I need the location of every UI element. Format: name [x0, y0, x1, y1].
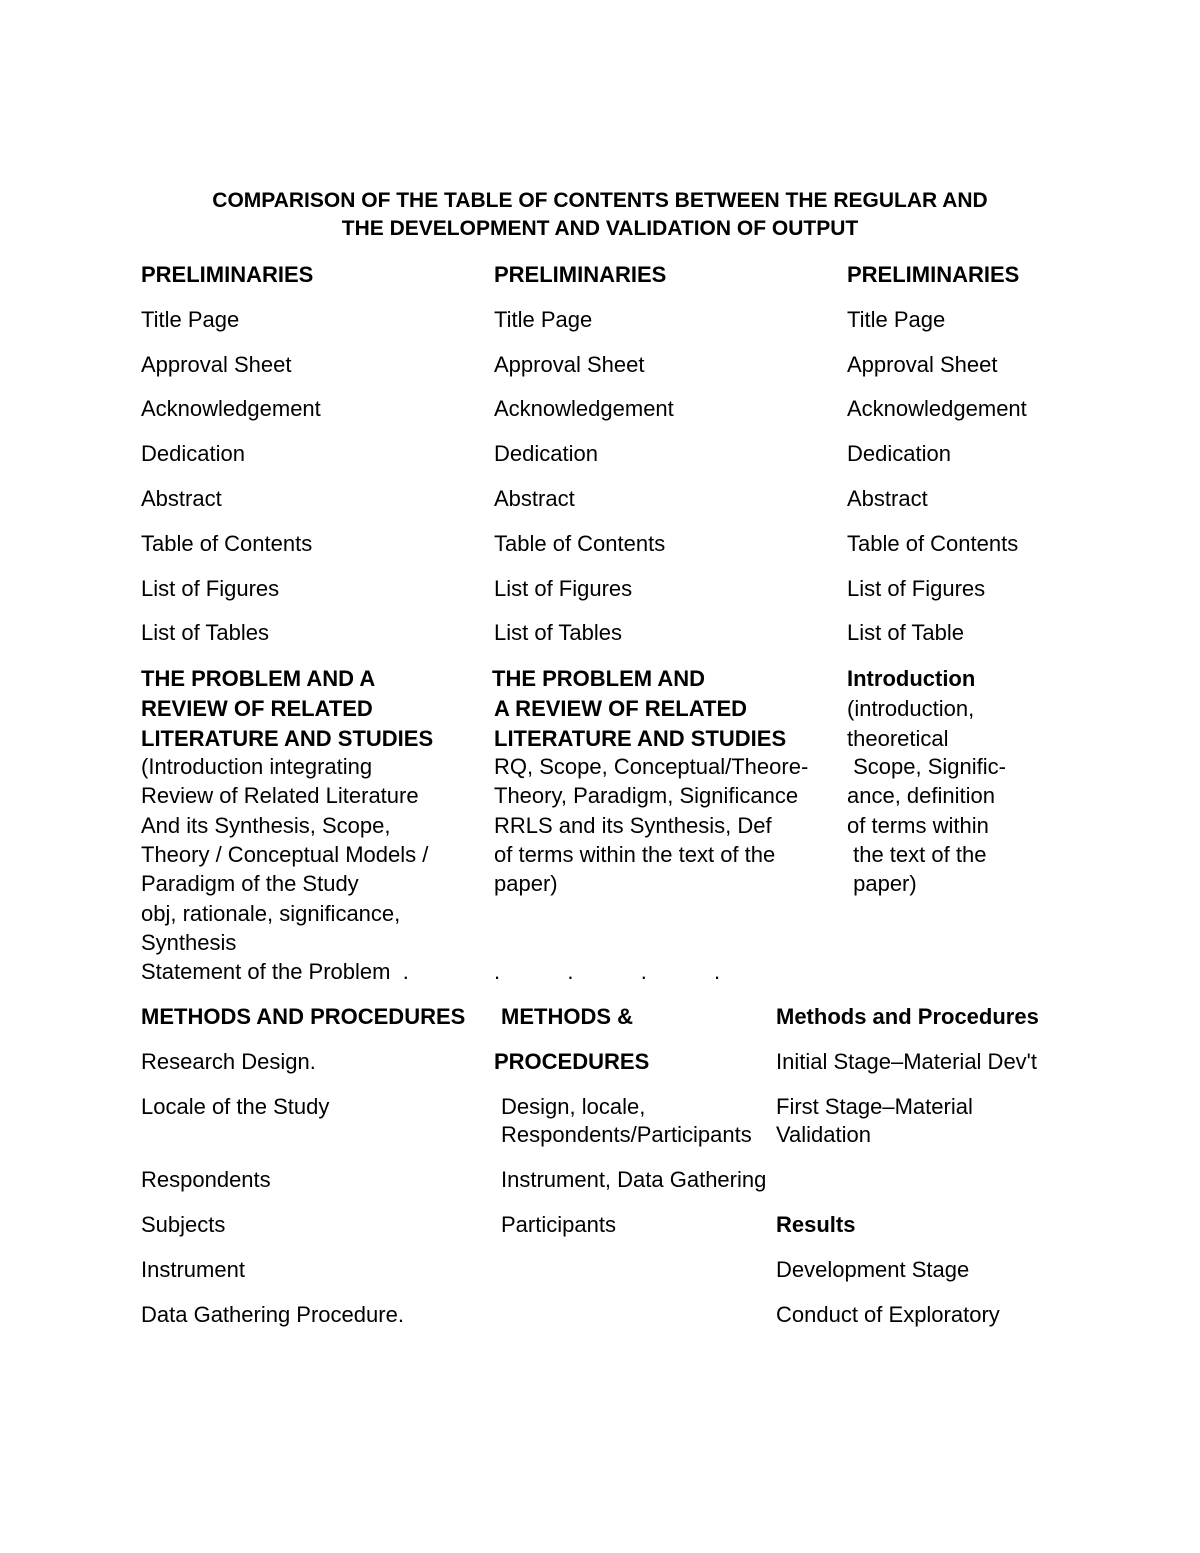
- col1-problem-text-line: obj, rationale, significance,: [141, 901, 401, 926]
- col2-prelim-item: Abstract: [494, 486, 575, 511]
- col3-prelim-item: Acknowledgement: [847, 396, 1027, 421]
- col1-methods-item: Locale of the Study: [141, 1094, 330, 1119]
- document-title-line-1: COMPARISON OF THE TABLE OF CONTENTS BETWEEN THE REGULAR AND: [212, 189, 988, 212]
- col3-intro-text-line: theoretical: [847, 726, 949, 751]
- col3-prelim-item: List of Figures: [847, 576, 986, 601]
- col1-problem-text-line: And its Synthesis, Scope,: [141, 813, 391, 838]
- col3-intro-text-line: paper): [847, 871, 917, 896]
- col2-methods-item: Respondents/Participants: [501, 1122, 752, 1147]
- col2-prelim-heading: PRELIMINARIES: [494, 262, 667, 287]
- col3-prelim-item: Dedication: [847, 441, 951, 466]
- col1-prelim-item: Table of Contents: [141, 531, 313, 556]
- col2-prelim-item: Approval Sheet: [494, 352, 645, 377]
- col2-prelim-item: List of Tables: [494, 620, 623, 645]
- col2-problem-text-line: RRLS and its Synthesis, Def: [494, 813, 772, 838]
- col3-prelim-item: List of Table: [847, 620, 965, 645]
- col3-results-item: Development Stage: [776, 1257, 970, 1282]
- col2-problem-heading-line: A REVIEW OF RELATED: [494, 696, 747, 721]
- col1-problem-text-line: (Introduction integrating: [141, 754, 373, 779]
- col3-methods-item: Validation: [776, 1122, 871, 1147]
- col2-problem-heading-line: LITERATURE AND STUDIES: [494, 726, 787, 751]
- col3-methods-item: First Stage–Material: [776, 1094, 973, 1119]
- col2-methods-heading-line: METHODS &: [501, 1004, 633, 1029]
- col1-prelim-item: List of Tables: [141, 620, 270, 645]
- col3-prelim-item: Title Page: [847, 307, 946, 332]
- col2-prelim-item: List of Figures: [494, 576, 633, 601]
- col3-intro-text-line: Scope, Signific-: [847, 754, 1006, 779]
- col3-prelim-item: Approval Sheet: [847, 352, 998, 377]
- col2-methods-item: Participants: [501, 1212, 616, 1237]
- col3-methods-item: Initial Stage–Material Dev't: [776, 1049, 1037, 1074]
- col3-prelim-item: Table of Contents: [847, 531, 1019, 556]
- col2-problem-heading-line: THE PROBLEM AND: [492, 666, 706, 691]
- col1-prelim-item: Acknowledgement: [141, 396, 321, 421]
- col1-problem-text-line: Theory / Conceptual Models /: [141, 842, 429, 867]
- col1-methods-item: Data Gathering Procedure.: [141, 1302, 404, 1327]
- col1-problem-heading-line: REVIEW OF RELATED: [141, 696, 373, 721]
- col3-methods-heading: Methods and Procedures: [776, 1004, 1039, 1029]
- col3-results-item: Conduct of Exploratory: [776, 1302, 1000, 1327]
- col1-problem-text-line: Paradigm of the Study: [141, 871, 359, 896]
- col2-methods-heading-line: PROCEDURES: [494, 1049, 650, 1074]
- col1-methods-item: Subjects: [141, 1212, 226, 1237]
- col1-prelim-item: Dedication: [141, 441, 245, 466]
- col1-methods-heading: METHODS AND PROCEDURES: [141, 1004, 466, 1029]
- col1-methods-item: Instrument: [141, 1257, 245, 1282]
- col3-intro-text-line: (introduction,: [847, 696, 975, 721]
- col3-prelim-item: Abstract: [847, 486, 928, 511]
- col2-prelim-item: Title Page: [494, 307, 593, 332]
- col1-prelim-item: Approval Sheet: [141, 352, 292, 377]
- col3-prelim-heading: PRELIMINARIES: [847, 262, 1020, 287]
- col2-problem-text-line: RQ, Scope, Conceptual/Theore-: [494, 754, 809, 779]
- col1-problem-text-line: Statement of the Problem .: [141, 959, 409, 984]
- col2-problem-text-line: paper): [494, 871, 558, 896]
- col3-intro-heading: Introduction: [847, 666, 976, 691]
- col1-prelim-heading: PRELIMINARIES: [141, 262, 314, 287]
- col2-prelim-item: Table of Contents: [494, 531, 666, 556]
- col1-problem-heading-line: THE PROBLEM AND A: [141, 666, 376, 691]
- col1-prelim-item: Title Page: [141, 307, 240, 332]
- col3-intro-text-line: ance, definition: [847, 783, 995, 808]
- col1-prelim-item: Abstract: [141, 486, 222, 511]
- col3-intro-text-line: the text of the: [847, 842, 987, 867]
- document-title-line-2: THE DEVELOPMENT AND VALIDATION OF OUTPUT: [341, 217, 859, 240]
- col1-prelim-item: List of Figures: [141, 576, 280, 601]
- col2-methods-item: Instrument, Data Gathering: [501, 1167, 767, 1192]
- col1-problem-text-line: Review of Related Literature: [141, 783, 419, 808]
- col2-prelim-item: Dedication: [494, 441, 598, 466]
- col2-prelim-item: Acknowledgement: [494, 396, 674, 421]
- col1-problem-heading-line: LITERATURE AND STUDIES: [141, 726, 434, 751]
- col3-results-heading: Results: [776, 1212, 856, 1237]
- col2-problem-text-line: of terms within the text of the: [494, 842, 776, 867]
- col2-methods-item: Design, locale,: [501, 1094, 646, 1119]
- col1-methods-item: Research Design.: [141, 1049, 316, 1074]
- col2-problem-text-line: Theory, Paradigm, Significance: [494, 783, 799, 808]
- col3-intro-text-line: of terms within: [847, 813, 989, 838]
- col1-problem-text-line: Synthesis: [141, 930, 237, 955]
- col2-dotted-leader: . . . .: [494, 959, 721, 984]
- col1-methods-item: Respondents: [141, 1167, 271, 1192]
